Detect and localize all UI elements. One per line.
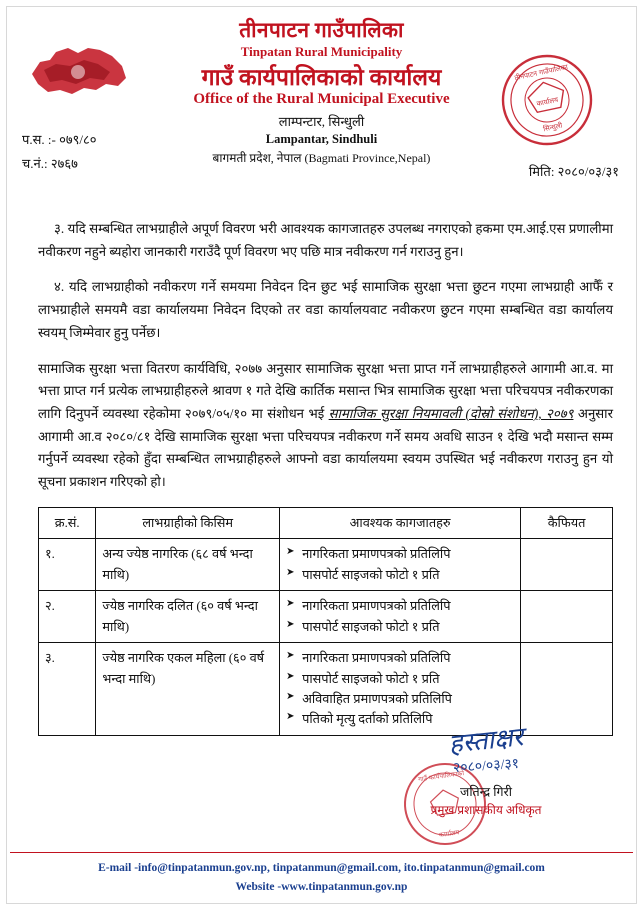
cell-beneficiary-type: ज्येष्ठ नागरिक दलित (६० वर्ष भन्दा माथि) [96, 591, 280, 643]
document-item: ➤ अविवाहित प्रमाणपत्रको प्रतिलिपि [286, 689, 514, 709]
column-header-remarks: कैफियत [521, 507, 613, 538]
document-item: ➤ नागरिकता प्रमाणपत्रको प्रतिलिपि [286, 596, 514, 616]
cell-remarks [521, 539, 613, 591]
cell-documents [280, 591, 521, 643]
svg-text:कार्यालय: कार्यालय [535, 95, 559, 109]
footer-website: Website -www.tinpatanmun.gov.np [235, 880, 408, 893]
table-header-row [39, 507, 613, 538]
municipality-name-np: तीनपाटन गाउँपालिका [239, 18, 404, 42]
signature-date: २०८०/०३/३१ [452, 756, 520, 777]
svg-text:गाउँ कार्यपालिकाको: गाउँ कार्यपालिकाको [417, 769, 465, 784]
cell-documents [280, 539, 521, 591]
office-name-en: Office of the Rural Municipal Executive [193, 91, 450, 108]
office-name-np: गाउँ कार्यपालिकाको कार्यालय [201, 65, 442, 91]
page-footer [10, 852, 633, 896]
cell-beneficiary-type: ज्येष्ठ नागरिक एकल महिला (६० वर्ष भन्दा माथि) [96, 643, 280, 736]
document-item: ➤ नागरिकता प्रमाणपत्रको प्रतिलिपि [286, 544, 514, 564]
municipality-name-en: Tinpatan Rural Municipality [240, 44, 403, 60]
table-row [39, 539, 613, 591]
place-np: लाम्पन्टार, सिन्धुली [278, 114, 365, 130]
required-documents-table [38, 507, 613, 736]
document-item: ➤ पासपोर्ट साइजको फोटो १ प्रति [286, 565, 514, 585]
svg-text:कार्यालय: कार्यालय [438, 828, 460, 840]
patra-sankhya: प.स. :- ०७९/८० [22, 132, 97, 147]
column-header-documents: आवश्यक कागजातहरु [280, 507, 521, 538]
letter-date: मिति: २०८०/०३/३१ [528, 164, 619, 179]
reference-block [22, 128, 97, 176]
place-en: Lampantar, Sindhuli [265, 132, 378, 147]
signature-block [381, 722, 591, 818]
table-row [39, 591, 613, 643]
document-item: ➤ नागरिकता प्रमाणपत्रको प्रतिलिपि [286, 648, 514, 668]
table-row [39, 643, 613, 736]
paragraph-5 [38, 358, 613, 494]
column-header-beneficiary-type: लाभग्राहीको किसिम [96, 507, 280, 538]
province-line: बागमती प्रदेश, नेपाल (Bagmati Province,Nepal) [212, 151, 431, 166]
paragraph-5-part-b: अनुसार आगामी आ.व २०८०/८१ देखि सामाजिक सुरक्षा भत्ता परिचयपत्र नवीकरण गर्ने समय अवधि साउन १ देखि भदौ मसान्त सम्म गर्नुपर्ने व्यवस्था रहेको हुँदा सम्बन्धित लाभग्राहीहरुले आफ्नो वडा कार्यालयमा स्वयम उपस्थित भई नवीकरण गराउनु हुन यो सूचना प्रकाशन गरिएको हो। [38, 405, 613, 490]
handwritten-signature: हस्ताक्षर [447, 722, 525, 760]
signatory-name: जतिन्द्र गिरी [460, 785, 512, 799]
regulation-reference: सामाजिक सुरक्षा नियमावली (दोस्रो संशोधन), २०७९ [328, 405, 574, 421]
letter-body [38, 218, 613, 736]
column-header-sn: क्र.सं. [39, 507, 96, 538]
svg-text:सिन्धुली: सिन्धुली [542, 121, 564, 134]
cell-remarks [521, 591, 613, 643]
cell-sn: २. [39, 591, 96, 643]
document-item: ➤ पासपोर्ट साइजको फोटो १ प्रति [286, 669, 514, 689]
signatory-title: प्रमुख प्रशासकीय अधिकृत [430, 803, 542, 817]
document-item: ➤ पासपोर्ट साइजको फोटो १ प्रति [286, 617, 514, 637]
paragraph-3: ३. यदि सम्बन्धित लाभग्राहीले अपूर्ण विवरण भरी आवश्यक कागजातहरु उपलब्ध नगराएको हकमा एम.आई.एस प्रणालीमा नवीकरण नहुने ब्यहोरा जानकारी गराउँदै पूर्ण विवरण भए पछि मात्र नवीकरण गर्न गराउनु हुन। [38, 221, 613, 259]
document-item: ➤ पतिको मृत्यु दर्ताको प्रतिलिपि [286, 709, 514, 729]
paragraph-4: ४. यदि लाभग्राहीको नवीकरण गर्ने समयमा निवेदन दिन छुट भई सामाजिक सुरक्षा भत्ता छुटन गएमा लाभग्राही आफैँ र लाभग्राहीले समयमै वडा कार्यालयमा निवेदन दिएको तर वडा कार्यालयवाट नवीकरण छुटन गएमा सम्बन्धित वडा कार्यालय स्वयम् जिम्मेवार हुनु पर्नेछ। [38, 279, 613, 340]
chalani-number: च.नं.: २७६७ [22, 156, 78, 172]
svg-text:तीनपाटन गाउँपालिका: तीनपाटन गाउँपालिका [513, 63, 569, 83]
paragraph-5-part-a: सामाजिक सुरक्षा भत्ता वितरण कार्यविधि, २०७७ अनुसार सामाजिक सुरक्षा भत्ता प्राप्त गर्ने लाभग्राहीहरुले आगामी आ.व. मा भत्ता प्राप्त गर्न प्रत्येक लाभग्राहीहरुले श्रावण १ गते देखि कार्तिक मसान्त भित्र सामाजिक सुरक्षा भत्ता परिचयपत्र नवीकरणका लागि दिनुपर्ने व्यवस्था रहेकोमा २०७९/०५/१० मा संशोधन भई [38, 360, 613, 421]
footer-email: E-mail -info@tinpatanmun.gov.np, tinpatanmun@gmail.com, ito.tinpatanmun@gmail.com [98, 862, 545, 875]
cell-documents [280, 643, 521, 736]
cell-sn: १. [39, 539, 96, 591]
cell-sn: ३. [39, 643, 96, 736]
cell-beneficiary-type: अन्य ज्येष्ठ नागरिक (६८ वर्ष भन्दा माथि) [96, 539, 280, 591]
